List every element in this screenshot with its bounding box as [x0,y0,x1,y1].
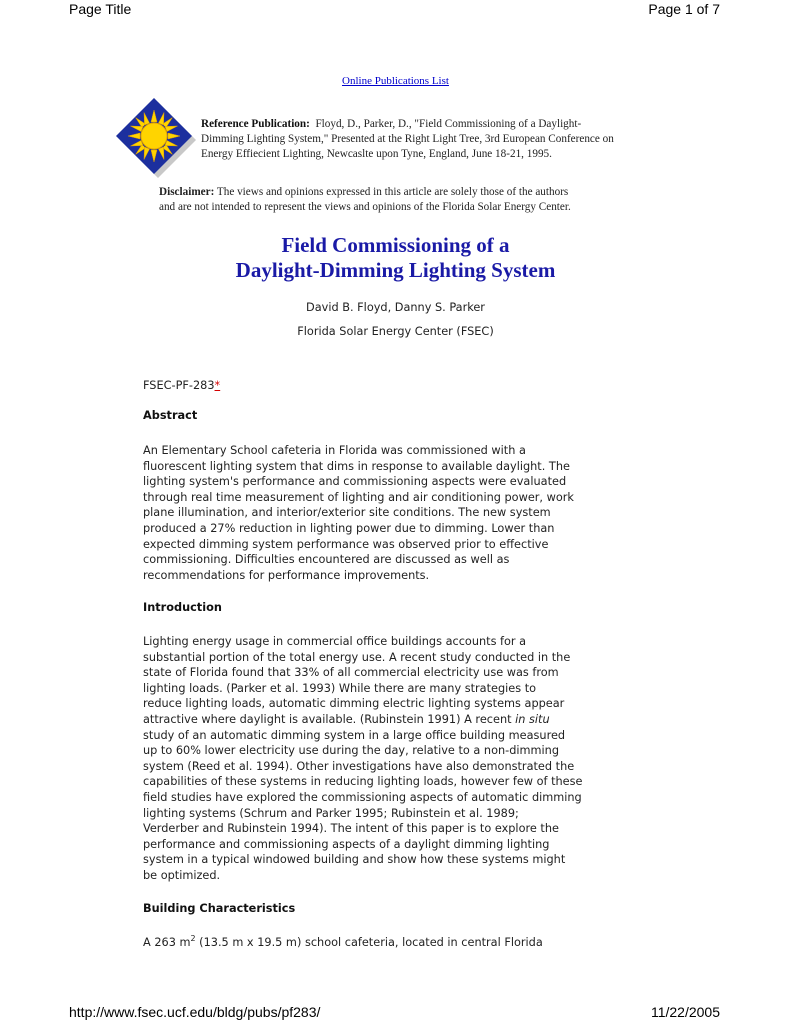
abstract-line: recommendations for performance improvements. [143,568,430,582]
intro-line: reduce lighting loads, automatic dimming electric lighting systems appear [143,697,565,711]
intro-line: lighting systems (Schrum and Parker 1995; Rubinstein et al. 1989; [143,806,519,820]
document-id [143,378,663,394]
abstract-line: An Elementary School cafeteria in Florida was commissioned with a [143,444,526,457]
abstract-line: plane illumination, and interior/exterior site conditions. The new system [143,506,551,520]
building-body [143,935,663,951]
intro-line: state of Florida found that 33% of all commercial electricity use was from [143,666,559,680]
article-title [0,233,791,283]
abstract-line: produced a 27% reduction in lighting power due to dimming. Lower than [143,521,555,535]
intro-line: capabilities of these systems in reducing lighting loads, however few of these [143,775,583,789]
disclaimer-line: and are not intended to represent the views and opinions of the Florida Solar Energy Center. [159,201,571,213]
abstract-line: fluorescent lighting system that dims in response to available daylight. The [143,459,570,473]
abstract-body [143,443,663,583]
intro-line: Lighting energy usage in commercial office buildings accounts for a [143,635,527,648]
disclaimer-label: Disclaimer: [159,186,215,198]
building-line-post: (13.5 m x 19.5 m) school cafeteria, located in central Florida [195,936,543,949]
reference-publication [201,117,691,162]
intro-italic-phrase: in situ [515,712,550,726]
footer-date: 11/22/2005 [650,1004,720,1020]
fsec-sun-logo [114,96,196,178]
abstract-heading: Abstract [143,409,198,422]
intro-line: up to 60% lower electricity use during the day, relative to a non-dimming [143,744,560,758]
online-publications-link[interactable]: Online Publications List [342,75,449,87]
intro-line: substantial portion of the total energy use. A recent study conducted in the [143,650,571,664]
disclaimer-line: The views and opinions expressed in this article are solely those of the authors [214,186,569,198]
reference-label: Reference Publication: [201,118,310,130]
intro-line: system in a typical windowed building and show how these systems might [143,853,566,867]
abstract-line: commissioning. Difficulties encountered are discussed as well as [143,553,510,567]
page-number: Page 1 of 7 [648,1,720,17]
intro-line: lighting loads. (Parker et al. 1993) While there are many strategies to [143,681,537,695]
title-line: Daylight-Dimming Lighting System [235,258,556,282]
footnote-link[interactable]: * [214,379,221,392]
intro-line: Verderber and Rubinstein 1994). The intent of this paper is to explore the [143,822,559,836]
footer-url: http://www.fsec.ucf.edu/bldg/pubs/pf283/ [69,1004,321,1020]
intro-line: study of an automatic dimming system in a large office building measured [143,728,566,742]
abstract-line: expected dimming system performance was observed prior to effective [143,537,549,551]
reference-line: Energy Effiecient Lighting, Newcaslte upon Tyne, England, June 18-21, 1995. [201,148,552,160]
intro-line: attractive where daylight is available. (Rubinstein 1991) A recent [143,712,516,726]
reference-line: Floyd, D., Parker, D., "Field Commissioning of a Daylight- [309,118,582,130]
authors: David B. Floyd, Danny S. Parker [306,301,485,314]
abstract-line: through real time measurement of lighting and air conditioning power, work [143,490,574,504]
building-heading: Building Characteristics [143,902,296,915]
intro-line: be optimized. [143,868,221,882]
reference-line: Dimming Lighting System," Presented at the Right Light Tree, 3rd European Conference on [201,133,614,145]
introduction-heading: Introduction [143,601,222,614]
abstract-line: lighting system's performance and commissioning aspects were evaluated [143,475,567,489]
disclaimer [159,185,649,215]
superscript: 2 [190,934,196,944]
title-line: Field Commissioning of a [281,233,510,257]
introduction-body [143,634,663,884]
intro-line: system (Reed et al. 1994). Other investigations have also demonstrated the [143,759,575,773]
page-title: Page Title [69,1,132,17]
document-id-text: FSEC-PF-283 [143,379,215,392]
intro-line: field studies have explored the commissioning aspects of automatic dimming [143,790,582,804]
intro-line: performance and commissioning aspects of a daylight dimming lighting [143,837,550,851]
building-line-pre: A 263 m [143,936,191,949]
affiliation: Florida Solar Energy Center (FSEC) [297,325,494,338]
